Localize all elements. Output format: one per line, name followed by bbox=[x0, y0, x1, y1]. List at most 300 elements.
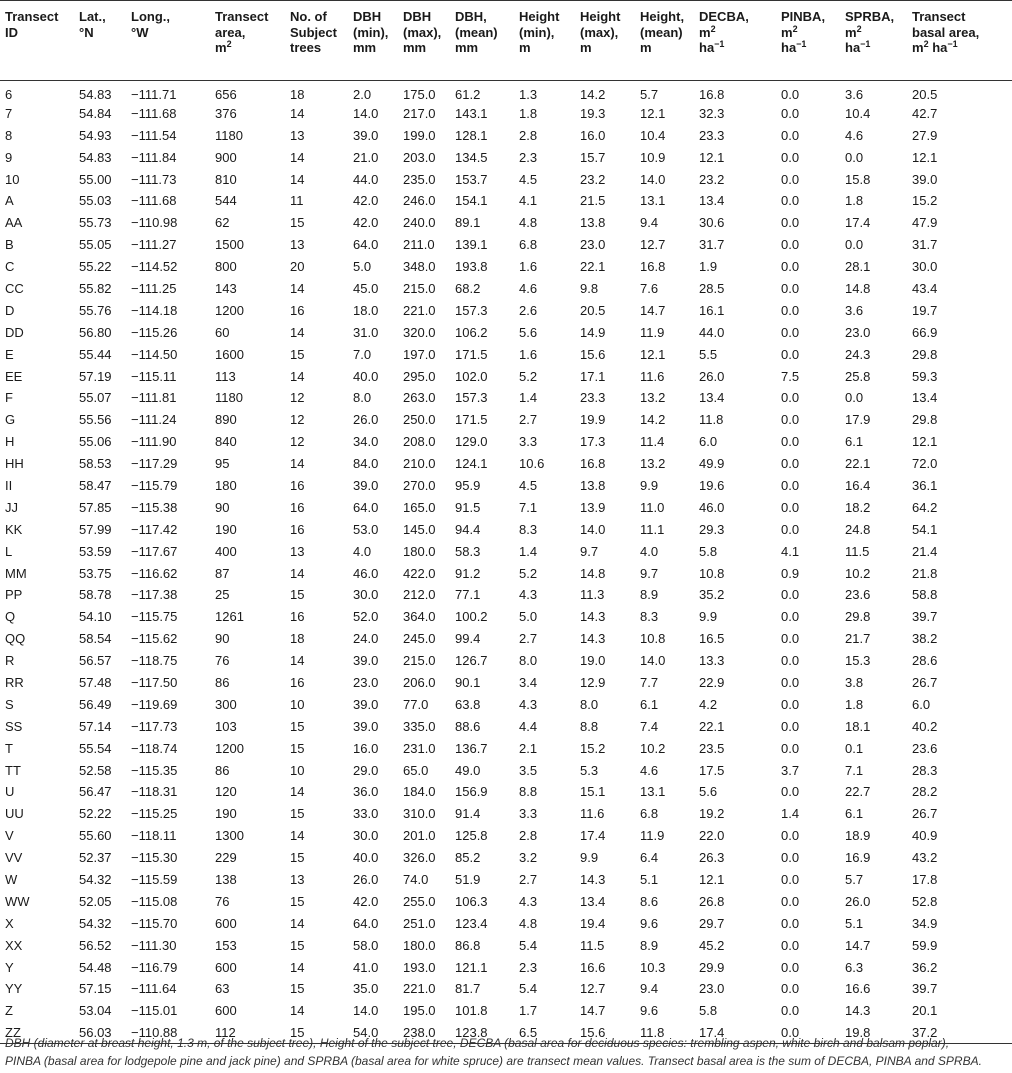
table-cell: 0.0 bbox=[781, 171, 800, 187]
table-cell: 175.0 bbox=[403, 87, 436, 103]
table-cell: 57.15 bbox=[79, 981, 112, 997]
table-cell: 15 bbox=[290, 981, 305, 997]
table-cell: 14.2 bbox=[580, 87, 606, 103]
table-cell: 12.1 bbox=[912, 434, 938, 450]
table-cell: 10.9 bbox=[640, 149, 666, 165]
table-cell: 64.2 bbox=[912, 499, 938, 515]
table-cell: C bbox=[5, 259, 15, 275]
table-cell: 8.8 bbox=[519, 784, 538, 800]
table-cell: 38.2 bbox=[912, 631, 938, 647]
table-cell: 153 bbox=[215, 937, 237, 953]
table-cell: DD bbox=[5, 324, 24, 340]
table-cell: −115.62 bbox=[131, 631, 178, 647]
table-cell: 7.0 bbox=[353, 346, 372, 362]
table-cell: II bbox=[5, 477, 13, 493]
table-cell: 600 bbox=[215, 1003, 237, 1019]
table-cell: 35.0 bbox=[353, 981, 379, 997]
table-cell: 23.6 bbox=[912, 740, 938, 756]
table-cell: 120 bbox=[215, 784, 237, 800]
table-cell: 90 bbox=[215, 499, 230, 515]
table-cell: JJ bbox=[5, 499, 18, 515]
table-cell: 9.7 bbox=[580, 543, 599, 559]
table-cell: 23.0 bbox=[580, 237, 606, 253]
table-cell: 1.8 bbox=[845, 193, 864, 209]
table-row bbox=[0, 628, 1012, 650]
table-cell: 208.0 bbox=[403, 434, 436, 450]
table-cell: 14 bbox=[290, 828, 305, 844]
table-cell: 26.0 bbox=[699, 368, 725, 384]
table-cell: 221.0 bbox=[403, 302, 436, 318]
table-cell: 52.37 bbox=[79, 850, 112, 866]
table-cell: −115.30 bbox=[131, 850, 178, 866]
table-cell: 201.0 bbox=[403, 828, 436, 844]
table-cell: 45.0 bbox=[353, 280, 379, 296]
table-cell: 54.10 bbox=[79, 609, 112, 625]
table-cell: 39.7 bbox=[912, 981, 938, 997]
table-cell: 25.8 bbox=[845, 368, 871, 384]
table-cell: 3.8 bbox=[845, 674, 864, 690]
table-cell: −111.25 bbox=[131, 280, 177, 296]
table-cell: 21.7 bbox=[845, 631, 871, 647]
table-cell: 106.3 bbox=[455, 893, 488, 909]
table-row bbox=[0, 956, 1012, 978]
table-cell: 39.0 bbox=[353, 127, 379, 143]
table-cell: 26.0 bbox=[845, 893, 871, 909]
table-cell: 0.0 bbox=[781, 456, 800, 472]
table-cell: 1300 bbox=[215, 828, 244, 844]
table-cell: 10.6 bbox=[519, 456, 545, 472]
table-cell: 18 bbox=[290, 87, 305, 103]
table-row bbox=[0, 737, 1012, 759]
table-cell: 30.0 bbox=[912, 259, 938, 275]
table-cell: 7.7 bbox=[640, 674, 659, 690]
table-row bbox=[0, 278, 1012, 300]
table-cell: 22.0 bbox=[699, 828, 725, 844]
table-cell: 14.2 bbox=[640, 412, 666, 428]
table-cell: −111.54 bbox=[131, 127, 177, 143]
table-cell: −115.11 bbox=[131, 368, 177, 384]
table-cell: −111.24 bbox=[131, 412, 177, 428]
table-cell: 20.5 bbox=[580, 302, 606, 318]
table-cell: 5.1 bbox=[845, 915, 864, 931]
table-cell: 0.0 bbox=[781, 740, 800, 756]
table-cell: F bbox=[5, 390, 13, 406]
table-cell: −118.31 bbox=[131, 784, 178, 800]
table-cell: 15 bbox=[290, 587, 305, 603]
table-cell: 76 bbox=[215, 653, 230, 669]
table-cell: 39.0 bbox=[353, 477, 379, 493]
table-cell: 900 bbox=[215, 149, 237, 165]
table-cell: 139.1 bbox=[455, 237, 488, 253]
table-cell: T bbox=[5, 740, 13, 756]
table-cell: 263.0 bbox=[403, 390, 436, 406]
table-cell: 10.4 bbox=[640, 127, 666, 143]
table-cell: D bbox=[5, 302, 15, 318]
table-cell: 55.06 bbox=[79, 434, 112, 450]
table-row bbox=[0, 81, 1012, 103]
header-transect-basal-area: Transect basal area, $m^2$ $ha^{-1}$ bbox=[912, 9, 980, 55]
table-cell: 11.8 bbox=[699, 412, 724, 428]
table-cell: 19.7 bbox=[912, 302, 938, 318]
table-cell: 90.1 bbox=[455, 674, 481, 690]
table-cell: 47.9 bbox=[912, 215, 938, 231]
table-cell: −118.74 bbox=[131, 740, 178, 756]
table-row bbox=[0, 803, 1012, 825]
table-cell: 14 bbox=[290, 959, 305, 975]
table-cell: 5.6 bbox=[699, 784, 718, 800]
table-cell: 44.0 bbox=[699, 324, 725, 340]
table-cell: 11.9 bbox=[640, 324, 665, 340]
table-cell: −111.71 bbox=[131, 87, 177, 103]
table-cell: 14 bbox=[290, 565, 305, 581]
table-cell: U bbox=[5, 784, 15, 800]
table-cell: Q bbox=[5, 609, 16, 625]
table-cell: −115.75 bbox=[131, 609, 178, 625]
table-cell: 17.4 bbox=[580, 828, 606, 844]
table-cell: SS bbox=[5, 718, 23, 734]
table-row bbox=[0, 912, 1012, 934]
table-cell: −111.68 bbox=[131, 193, 177, 209]
table-cell: 1180 bbox=[215, 127, 243, 143]
table-cell: 5.0 bbox=[353, 259, 372, 275]
table-cell: 57.99 bbox=[79, 521, 112, 537]
table-cell: 3.7 bbox=[781, 762, 800, 778]
table-cell: 600 bbox=[215, 915, 237, 931]
table-cell: 14.0 bbox=[580, 521, 606, 537]
table-cell: 29.7 bbox=[699, 915, 725, 931]
table-row bbox=[0, 212, 1012, 234]
table-cell: 39.0 bbox=[353, 653, 379, 669]
table-cell: 197.0 bbox=[403, 346, 436, 362]
table-cell: 24.0 bbox=[353, 631, 379, 647]
table-row bbox=[0, 869, 1012, 891]
table-cell: 8.9 bbox=[640, 587, 659, 603]
table-cell: 8.6 bbox=[640, 893, 659, 909]
header-transect-area: Transect area, $m^2$ bbox=[215, 9, 269, 55]
table-cell: −117.67 bbox=[131, 543, 178, 559]
table-cell: TT bbox=[5, 762, 21, 778]
table-cell: 422.0 bbox=[403, 565, 436, 581]
table-cell: 13.4 bbox=[699, 193, 725, 209]
table-cell: 8.9 bbox=[640, 937, 659, 953]
table-cell: 19.6 bbox=[699, 477, 725, 493]
table-cell: 4.1 bbox=[781, 543, 800, 559]
table-cell: 52.22 bbox=[79, 806, 112, 822]
table-cell: 28.6 bbox=[912, 653, 938, 669]
table-cell: 156.9 bbox=[455, 784, 488, 800]
table-cell: 8.0 bbox=[519, 653, 538, 669]
table-cell: 15 bbox=[290, 215, 305, 231]
table-cell: 4.2 bbox=[699, 696, 718, 712]
table-cell: 0.0 bbox=[781, 872, 800, 887]
table-cell: 6.0 bbox=[699, 434, 718, 450]
table-cell: 1200 bbox=[215, 302, 244, 318]
table-cell: 0.0 bbox=[781, 259, 800, 275]
table-cell: 101.8 bbox=[455, 1003, 488, 1019]
table-cell: 29.3 bbox=[699, 521, 725, 537]
table-cell: 165.0 bbox=[403, 499, 436, 515]
table-cell: 15 bbox=[290, 718, 305, 734]
table-cell: 23.2 bbox=[699, 171, 725, 187]
table-row bbox=[0, 825, 1012, 847]
header-long: Long., °W bbox=[131, 9, 170, 40]
table-cell: 1.7 bbox=[519, 1003, 538, 1019]
table-cell: 14.3 bbox=[845, 1003, 871, 1019]
table-cell: 2.7 bbox=[519, 412, 538, 428]
table-cell: 63 bbox=[215, 981, 230, 997]
table-cell: 8.3 bbox=[519, 521, 538, 537]
table-cell: 2.7 bbox=[519, 872, 538, 887]
table-cell: 0.0 bbox=[781, 521, 800, 537]
table-cell: −115.79 bbox=[131, 477, 178, 493]
table-cell: 29.0 bbox=[353, 762, 379, 778]
table-cell: −111.90 bbox=[131, 434, 177, 450]
header-height-max: Height (max), m bbox=[580, 9, 621, 55]
table-cell: 0.0 bbox=[781, 237, 800, 253]
table-cell: 0.0 bbox=[781, 302, 800, 318]
table-cell: 24.3 bbox=[845, 346, 871, 362]
table-cell: 16.9 bbox=[845, 850, 871, 866]
table-cell: 0.0 bbox=[781, 631, 800, 647]
table-cell: 53.04 bbox=[79, 1003, 112, 1019]
table-cell: 0.0 bbox=[781, 280, 800, 296]
table-cell: 0.0 bbox=[845, 149, 864, 165]
table-cell: 0.0 bbox=[781, 937, 800, 953]
table-cell: 19.2 bbox=[699, 806, 725, 822]
table-cell: 217.0 bbox=[403, 105, 436, 121]
table-cell: 221.0 bbox=[403, 981, 436, 997]
table-cell: 13.4 bbox=[580, 893, 606, 909]
table-cell: 11.6 bbox=[640, 368, 665, 384]
table-cell: 81.7 bbox=[455, 981, 481, 997]
table-cell: 2.6 bbox=[519, 302, 538, 318]
table-cell: 6.4 bbox=[640, 850, 659, 866]
table-row bbox=[0, 978, 1012, 1000]
header-height-min: Height (min), m bbox=[519, 9, 560, 55]
table-cell: 15 bbox=[290, 893, 305, 909]
table-cell: 0.0 bbox=[781, 346, 800, 362]
table-row bbox=[0, 168, 1012, 190]
table-cell: 16 bbox=[290, 302, 305, 318]
table-cell: 29.8 bbox=[912, 346, 938, 362]
table-cell: 39.0 bbox=[353, 696, 379, 712]
table-cell: 56.03 bbox=[79, 1024, 112, 1040]
table-cell: −111.27 bbox=[131, 237, 177, 253]
table-cell: 28.5 bbox=[699, 280, 725, 296]
table-cell: 90 bbox=[215, 631, 230, 647]
table-cell: 2.8 bbox=[519, 828, 538, 844]
table-cell: 2.3 bbox=[519, 959, 538, 975]
table-cell: 180.0 bbox=[403, 937, 436, 953]
table-cell: 14.0 bbox=[353, 1003, 379, 1019]
table-cell: 1.4 bbox=[781, 806, 800, 822]
table-cell: 31.7 bbox=[699, 237, 725, 253]
table-cell: 14.7 bbox=[845, 937, 871, 953]
table-cell: 14.9 bbox=[580, 324, 606, 340]
table-cell: 123.4 bbox=[455, 915, 488, 931]
table-cell: 18 bbox=[290, 631, 305, 647]
table-cell: 113 bbox=[215, 368, 236, 384]
table-cell: 11.8 bbox=[640, 1024, 665, 1040]
table-cell: 12.1 bbox=[699, 872, 725, 887]
table-cell: 23.0 bbox=[699, 981, 725, 997]
table-cell: 238.0 bbox=[403, 1024, 436, 1040]
table-cell: EE bbox=[5, 368, 23, 384]
table-cell: 11.4 bbox=[640, 434, 665, 450]
table-cell: 41.0 bbox=[353, 959, 379, 975]
table-cell: 59.3 bbox=[912, 368, 938, 384]
table-cell: 15 bbox=[290, 346, 305, 362]
table-cell: 16.6 bbox=[580, 959, 606, 975]
table-cell: 270.0 bbox=[403, 477, 436, 493]
table-cell: 246.0 bbox=[403, 193, 436, 209]
table-cell: 17.4 bbox=[845, 215, 871, 231]
table-cell: 5.8 bbox=[699, 543, 718, 559]
table-cell: 30.0 bbox=[353, 828, 379, 844]
table-cell: 54.83 bbox=[79, 87, 112, 103]
table-cell: 91.2 bbox=[455, 565, 481, 581]
table-row bbox=[0, 475, 1012, 497]
table-cell: 12 bbox=[290, 434, 305, 450]
table-cell: R bbox=[5, 653, 15, 669]
table-cell: 16 bbox=[290, 674, 305, 690]
table-cell: 9 bbox=[5, 149, 13, 165]
table-row bbox=[0, 102, 1012, 124]
table-cell: 0.0 bbox=[781, 127, 800, 143]
table-cell: 656 bbox=[215, 87, 237, 103]
table-cell: 0.0 bbox=[781, 981, 800, 997]
table-cell: 23.5 bbox=[699, 740, 725, 756]
table-cell: AA bbox=[5, 215, 23, 231]
table-cell: 0.0 bbox=[781, 915, 800, 931]
table-cell: −111.73 bbox=[131, 171, 177, 187]
table-cell: 14.7 bbox=[580, 1003, 606, 1019]
table-cell: 143 bbox=[215, 280, 237, 296]
table-cell: 58.53 bbox=[79, 456, 112, 472]
table-cell: 193.0 bbox=[403, 959, 436, 975]
table-cell: 0.0 bbox=[845, 390, 864, 406]
table-row bbox=[0, 387, 1012, 409]
table-cell: 8.0 bbox=[580, 696, 599, 712]
table-cell: 400 bbox=[215, 543, 237, 559]
table-cell: 11.3 bbox=[580, 587, 605, 603]
table-cell: 10.2 bbox=[845, 565, 871, 581]
table-cell: 12.1 bbox=[640, 105, 666, 121]
table-cell: 12 bbox=[290, 390, 305, 406]
table-cell: WW bbox=[5, 893, 30, 909]
table-cell: 1200 bbox=[215, 740, 244, 756]
table-cell: 1.6 bbox=[519, 259, 538, 275]
table-cell: 11.6 bbox=[580, 806, 605, 822]
table-row bbox=[0, 584, 1012, 606]
table-cell: 42.7 bbox=[912, 105, 938, 121]
table-cell: 55.03 bbox=[79, 193, 112, 209]
table-cell: 14 bbox=[290, 784, 305, 800]
table-cell: 42.0 bbox=[353, 893, 379, 909]
table-cell: Z bbox=[5, 1003, 13, 1019]
table-cell: −117.73 bbox=[131, 718, 178, 734]
table-cell: 153.7 bbox=[455, 171, 488, 187]
table-cell: 54.1 bbox=[912, 521, 938, 537]
table-cell: 57.48 bbox=[79, 674, 112, 690]
table-cell: 12.7 bbox=[580, 981, 606, 997]
table-cell: 14 bbox=[290, 324, 305, 340]
table-cell: 18.0 bbox=[353, 302, 379, 318]
table-cell: 4.0 bbox=[640, 543, 659, 559]
table-cell: 1180 bbox=[215, 390, 243, 406]
table-cell: 57.85 bbox=[79, 499, 112, 515]
table-cell: 190 bbox=[215, 806, 237, 822]
table-cell: V bbox=[5, 828, 14, 844]
table-cell: 4.6 bbox=[640, 762, 659, 778]
table-cell: W bbox=[5, 872, 18, 887]
table-cell: 45.2 bbox=[699, 937, 725, 953]
table-cell: 16 bbox=[290, 499, 305, 515]
table-cell: 21.5 bbox=[580, 193, 606, 209]
table-cell: 3.6 bbox=[845, 302, 864, 318]
table-cell: 310.0 bbox=[403, 806, 436, 822]
table-row bbox=[0, 890, 1012, 912]
table-cell: 58.54 bbox=[79, 631, 112, 647]
table-cell: 1600 bbox=[215, 346, 244, 362]
table-cell: 14.0 bbox=[640, 653, 666, 669]
table-cell: 28.2 bbox=[912, 784, 938, 800]
table-cell: −115.01 bbox=[131, 1003, 178, 1019]
table-cell: UU bbox=[5, 806, 24, 822]
table-cell: 364.0 bbox=[403, 609, 436, 625]
table-cell: 77.1 bbox=[455, 587, 481, 603]
table-cell: 55.00 bbox=[79, 171, 112, 187]
header-transect-id: Transect ID bbox=[5, 9, 59, 40]
table-cell: 16.8 bbox=[580, 456, 606, 472]
table-cell: −115.08 bbox=[131, 893, 178, 909]
table-cell: 10.2 bbox=[640, 740, 666, 756]
table-cell: 0.0 bbox=[781, 1003, 800, 1019]
table-row bbox=[0, 496, 1012, 518]
table-cell: 58.8 bbox=[912, 587, 938, 603]
table-cell: 66.9 bbox=[912, 324, 938, 340]
table-row bbox=[0, 672, 1012, 694]
table-cell: 195.0 bbox=[403, 1003, 436, 1019]
table-cell: 112 bbox=[215, 1024, 236, 1040]
header-pinba: PINBA, $m^2$ $ha^{-1}$ bbox=[781, 9, 826, 55]
table-cell: 3.3 bbox=[519, 434, 538, 450]
table-cell: 121.1 bbox=[455, 959, 488, 975]
table-cell: 13.3 bbox=[699, 653, 725, 669]
table-cell: 11.0 bbox=[640, 499, 665, 515]
table-cell: 43.2 bbox=[912, 850, 938, 866]
table-cell: 32.3 bbox=[699, 105, 725, 121]
table-cell: 23.2 bbox=[580, 171, 606, 187]
table-cell: 26.8 bbox=[699, 893, 725, 909]
table-row bbox=[0, 299, 1012, 321]
table-cell: 26.0 bbox=[353, 872, 379, 887]
table-cell: 0.0 bbox=[781, 653, 800, 669]
table-cell: 58.0 bbox=[353, 937, 379, 953]
table-cell: 17.1 bbox=[580, 368, 606, 384]
table-cell: 0.0 bbox=[781, 718, 800, 734]
table-cell: 36.0 bbox=[353, 784, 379, 800]
table-cell: 11.1 bbox=[640, 521, 665, 537]
table-cell: 88.6 bbox=[455, 718, 481, 734]
table-cell: 0.0 bbox=[781, 959, 800, 975]
table-cell: 1.4 bbox=[519, 390, 538, 406]
table-cell: PP bbox=[5, 587, 23, 603]
table-cell: 46.0 bbox=[353, 565, 379, 581]
table-cell: 1261 bbox=[215, 609, 244, 625]
table-row bbox=[0, 540, 1012, 562]
table-cell: 64.0 bbox=[353, 915, 379, 931]
